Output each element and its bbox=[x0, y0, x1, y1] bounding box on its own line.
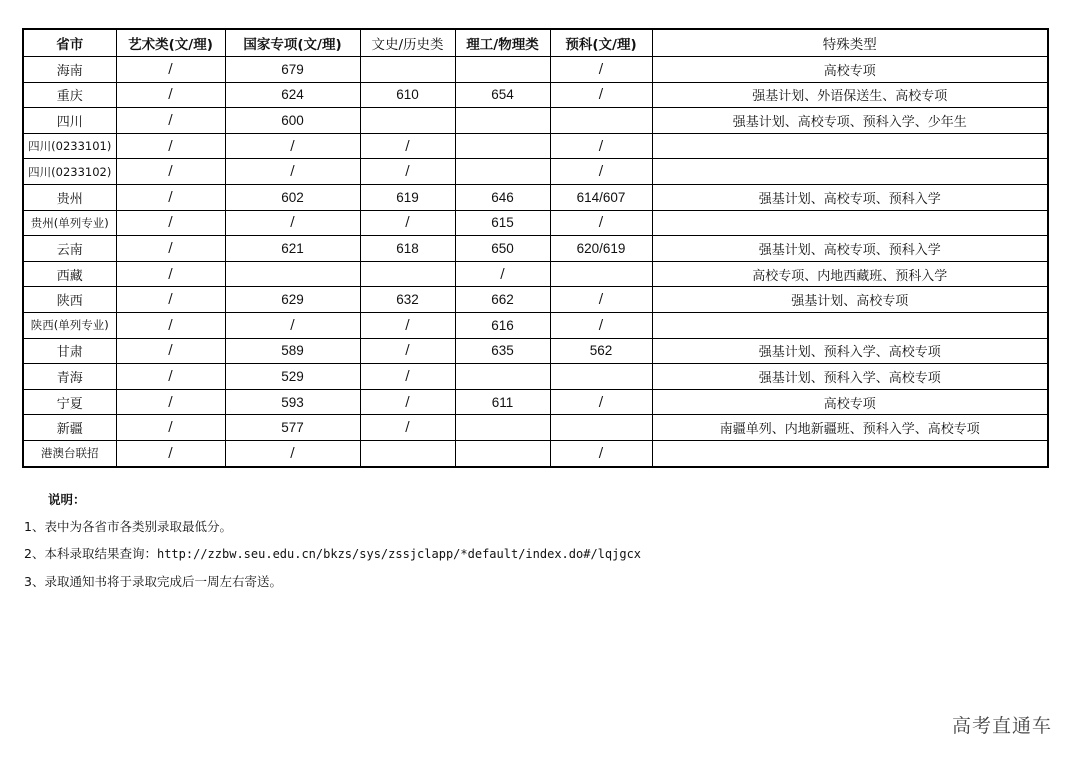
cell-science: 650 bbox=[455, 236, 550, 262]
cell-science bbox=[455, 108, 550, 134]
cell-preparatory: / bbox=[550, 57, 652, 83]
table-header-row bbox=[23, 29, 1048, 57]
cell-national-special: 589 bbox=[225, 338, 360, 364]
cell-liberal-arts: / bbox=[360, 364, 455, 390]
table-row bbox=[23, 312, 1048, 338]
cell-science: 654 bbox=[455, 82, 550, 108]
cell-preparatory bbox=[550, 261, 652, 287]
cell-national-special bbox=[225, 261, 360, 287]
header-science: 理工/物理类 bbox=[455, 29, 550, 57]
table-row bbox=[23, 82, 1048, 108]
cell-special-types: 高校专项、内地西藏班、预科入学 bbox=[652, 261, 1048, 287]
cell-province: 四川(0233102) bbox=[23, 159, 116, 185]
table-row bbox=[23, 261, 1048, 287]
cell-science: 611 bbox=[455, 389, 550, 415]
cell-liberal-arts: / bbox=[360, 389, 455, 415]
header-liberal-arts: 文史/历史类 bbox=[360, 29, 455, 57]
cell-national-special: 600 bbox=[225, 108, 360, 134]
cell-province: 贵州 bbox=[23, 184, 116, 210]
table-row bbox=[23, 364, 1048, 390]
cell-province: 陕西 bbox=[23, 287, 116, 313]
cell-preparatory: / bbox=[550, 389, 652, 415]
cell-province: 陕西(单列专业) bbox=[23, 312, 116, 338]
cell-liberal-arts: / bbox=[360, 338, 455, 364]
cell-science bbox=[455, 440, 550, 466]
cell-art: / bbox=[116, 312, 225, 338]
cell-national-special: 602 bbox=[225, 184, 360, 210]
header-province: 省市 bbox=[23, 29, 116, 57]
cell-special-types: 强基计划、高校专项、预科入学 bbox=[652, 184, 1048, 210]
cell-art: / bbox=[116, 159, 225, 185]
cell-province: 云南 bbox=[23, 236, 116, 262]
cell-liberal-arts: 619 bbox=[360, 184, 455, 210]
cell-special-types bbox=[652, 133, 1048, 159]
cell-national-special: / bbox=[225, 159, 360, 185]
table-row bbox=[23, 415, 1048, 441]
result-query-url[interactable]: http://zzbw.seu.edu.cn/bkzs/sys/zssjclapp/*default/index.do#/lqjgcx bbox=[156, 547, 642, 561]
cell-art: / bbox=[116, 108, 225, 134]
cell-art: / bbox=[116, 133, 225, 159]
cell-special-types: 强基计划、高校专项、预科入学 bbox=[652, 236, 1048, 262]
header-national-special: 国家专项(文/理) bbox=[225, 29, 360, 57]
cell-province: 港澳台联招 bbox=[23, 440, 116, 466]
cell-preparatory: 614/607 bbox=[550, 184, 652, 210]
notes-title: 说明： bbox=[48, 492, 86, 507]
cell-national-special: / bbox=[225, 312, 360, 338]
cell-science bbox=[455, 364, 550, 390]
table-row bbox=[23, 338, 1048, 364]
cell-preparatory: / bbox=[550, 82, 652, 108]
cell-province: 甘肃 bbox=[23, 338, 116, 364]
cell-art: / bbox=[116, 210, 225, 236]
cell-national-special: 679 bbox=[225, 57, 360, 83]
cell-art: / bbox=[116, 82, 225, 108]
admission-score-table bbox=[22, 28, 1049, 468]
cell-preparatory bbox=[550, 364, 652, 390]
table-row bbox=[23, 210, 1048, 236]
cell-liberal-arts: / bbox=[360, 159, 455, 185]
cell-art: / bbox=[116, 261, 225, 287]
cell-national-special: 621 bbox=[225, 236, 360, 262]
cell-national-special: / bbox=[225, 210, 360, 236]
cell-province: 新疆 bbox=[23, 415, 116, 441]
header-preparatory: 预科(文/理) bbox=[550, 29, 652, 57]
cell-art: / bbox=[116, 287, 225, 313]
cell-national-special: 529 bbox=[225, 364, 360, 390]
cell-preparatory: / bbox=[550, 159, 652, 185]
cell-preparatory: 562 bbox=[550, 338, 652, 364]
cell-art: / bbox=[116, 236, 225, 262]
cell-special-types: 强基计划、预科入学、高校专项 bbox=[652, 338, 1048, 364]
cell-national-special: / bbox=[225, 133, 360, 159]
cell-liberal-arts: / bbox=[360, 312, 455, 338]
cell-national-special: / bbox=[225, 440, 360, 466]
cell-liberal-arts bbox=[360, 57, 455, 83]
cell-science: 616 bbox=[455, 312, 550, 338]
cell-liberal-arts bbox=[360, 261, 455, 287]
cell-liberal-arts: 610 bbox=[360, 82, 455, 108]
cell-province: 重庆 bbox=[23, 82, 116, 108]
cell-province: 四川 bbox=[23, 108, 116, 134]
cell-national-special: 577 bbox=[225, 415, 360, 441]
cell-province: 海南 bbox=[23, 57, 116, 83]
cell-art: / bbox=[116, 415, 225, 441]
cell-liberal-arts: 632 bbox=[360, 287, 455, 313]
cell-special-types: 南疆单列、内地新疆班、预科入学、高校专项 bbox=[652, 415, 1048, 441]
cell-preparatory bbox=[550, 108, 652, 134]
cell-province: 西藏 bbox=[23, 261, 116, 287]
cell-national-special: 593 bbox=[225, 389, 360, 415]
note-item-2-label: 2、本科录取结果查询： bbox=[24, 546, 157, 561]
table-row bbox=[23, 236, 1048, 262]
table-row bbox=[23, 389, 1048, 415]
cell-liberal-arts: / bbox=[360, 415, 455, 441]
cell-liberal-arts bbox=[360, 108, 455, 134]
cell-preparatory: / bbox=[550, 312, 652, 338]
cell-science: 635 bbox=[455, 338, 550, 364]
cell-special-types: 强基计划、高校专项 bbox=[652, 287, 1048, 313]
cell-art: / bbox=[116, 184, 225, 210]
cell-province: 青海 bbox=[23, 364, 116, 390]
cell-preparatory: 620/619 bbox=[550, 236, 652, 262]
cell-province: 贵州(单列专业) bbox=[23, 210, 116, 236]
cell-special-types: 高校专项 bbox=[652, 57, 1048, 83]
cell-special-types: 强基计划、外语保送生、高校专项 bbox=[652, 82, 1048, 108]
cell-special-types bbox=[652, 312, 1048, 338]
cell-science bbox=[455, 159, 550, 185]
note-item-2 bbox=[24, 540, 641, 568]
cell-science bbox=[455, 133, 550, 159]
header-special-types: 特殊类型 bbox=[652, 29, 1048, 57]
cell-science: 615 bbox=[455, 210, 550, 236]
cell-preparatory: / bbox=[550, 440, 652, 466]
cell-science: / bbox=[455, 261, 550, 287]
cell-special-types bbox=[652, 159, 1048, 185]
cell-art: / bbox=[116, 338, 225, 364]
cell-national-special: 629 bbox=[225, 287, 360, 313]
cell-liberal-arts: / bbox=[360, 210, 455, 236]
cell-special-types: 高校专项 bbox=[652, 389, 1048, 415]
table-row bbox=[23, 287, 1048, 313]
cell-liberal-arts: / bbox=[360, 133, 455, 159]
cell-province: 四川(0233101) bbox=[23, 133, 116, 159]
table-row bbox=[23, 159, 1048, 185]
cell-art: / bbox=[116, 57, 225, 83]
table-row bbox=[23, 57, 1048, 83]
cell-science: 646 bbox=[455, 184, 550, 210]
table-row bbox=[23, 108, 1048, 134]
table-row bbox=[23, 184, 1048, 210]
cell-national-special: 624 bbox=[225, 82, 360, 108]
cell-preparatory: / bbox=[550, 210, 652, 236]
cell-special-types bbox=[652, 440, 1048, 466]
cell-science bbox=[455, 415, 550, 441]
cell-art: / bbox=[116, 440, 225, 466]
cell-art: / bbox=[116, 364, 225, 390]
cell-special-types: 强基计划、高校专项、预科入学、少年生 bbox=[652, 108, 1048, 134]
watermark-text: 高考直通车 bbox=[951, 715, 1052, 737]
header-art: 艺术类(文/理) bbox=[116, 29, 225, 57]
table-row bbox=[23, 440, 1048, 466]
cell-province: 宁夏 bbox=[23, 389, 116, 415]
notes-section bbox=[24, 486, 641, 595]
cell-preparatory: / bbox=[550, 133, 652, 159]
cell-preparatory: / bbox=[550, 287, 652, 313]
note-item-1: 1、表中为各省市各类别录取最低分。 bbox=[24, 519, 232, 534]
cell-special-types bbox=[652, 210, 1048, 236]
cell-art: / bbox=[116, 389, 225, 415]
cell-liberal-arts: 618 bbox=[360, 236, 455, 262]
cell-science bbox=[455, 57, 550, 83]
cell-preparatory bbox=[550, 415, 652, 441]
table-row bbox=[23, 133, 1048, 159]
cell-science: 662 bbox=[455, 287, 550, 313]
cell-special-types: 强基计划、预科入学、高校专项 bbox=[652, 364, 1048, 390]
cell-liberal-arts bbox=[360, 440, 455, 466]
note-item-3: 3、录取通知书将于录取完成后一周左右寄送。 bbox=[24, 574, 282, 589]
